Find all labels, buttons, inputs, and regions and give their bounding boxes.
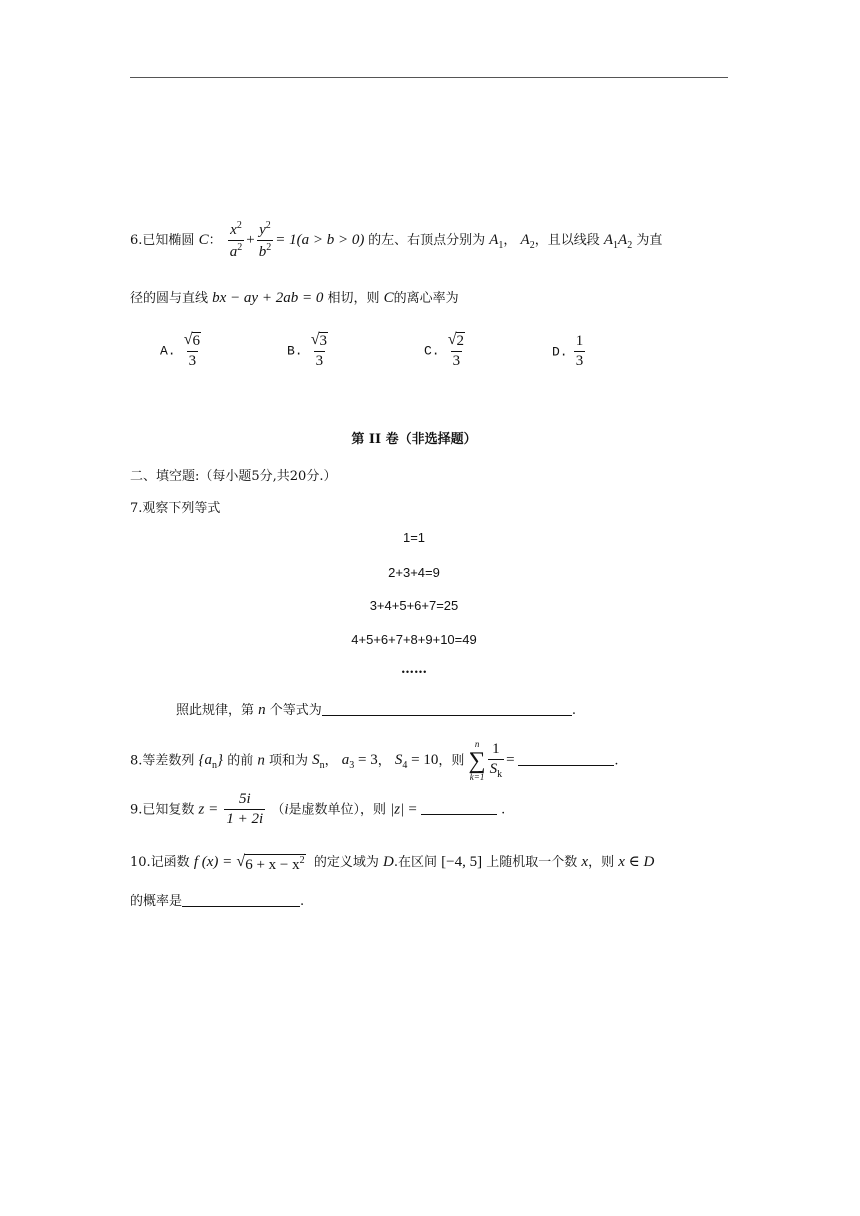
question-8: 8.等差数列 $\{a_n\}$ 的前 n 项和为 $S_n$， $a_3 = 3$， $S_4 = 10$，则 n ∑ k=1 $\frac{1}{S_k}$ = . bbox=[130, 739, 619, 782]
section-title: 第 II 卷（非选择题） bbox=[351, 432, 477, 447]
question-text: 的离心率为 bbox=[393, 291, 459, 306]
membership: x ∈ D bbox=[618, 854, 655, 870]
question-6-line2: 径的圆与直线 bx − ay + 2ab = 0 相切，则 C的离心率为 bbox=[130, 290, 459, 306]
numerator: 5i bbox=[238, 791, 251, 807]
var-S: S bbox=[489, 760, 498, 777]
equals: = bbox=[506, 752, 515, 769]
question-text: .在区间 bbox=[393, 855, 438, 870]
question-text: 照此规律，第 bbox=[176, 703, 255, 718]
question-text: 相切，则 bbox=[327, 291, 380, 306]
var-x: x bbox=[230, 222, 237, 238]
question-text: ，则 bbox=[438, 753, 465, 769]
sequence bbox=[198, 752, 224, 772]
var-b: b bbox=[258, 243, 267, 260]
summation: n ∑ k=1 $\frac{1}{S_k}$ = bbox=[468, 739, 515, 782]
radicand: 6 + x − x bbox=[245, 857, 300, 873]
radicand: 2 bbox=[456, 333, 465, 349]
question-text: 径的圆与直线 bbox=[130, 291, 209, 306]
answer-blank[interactable] bbox=[322, 703, 572, 716]
subscript: 3 bbox=[349, 760, 355, 772]
question-6-line1 bbox=[130, 221, 662, 261]
equation-row: 1=1 bbox=[402, 530, 426, 545]
question-text: ，则 bbox=[588, 855, 615, 870]
question-text: 的左、右顶点分别为 bbox=[368, 233, 486, 249]
answer-blank[interactable] bbox=[421, 802, 497, 815]
option-letter: D. bbox=[552, 344, 568, 360]
subscript: 4 bbox=[402, 760, 408, 772]
equation-row: 2+3+4=9 bbox=[388, 565, 440, 580]
punct: ： bbox=[208, 233, 222, 249]
question-text: 是虚数单位），则 bbox=[288, 802, 387, 818]
radicand: 3 bbox=[319, 333, 328, 349]
var-A: A bbox=[489, 232, 499, 249]
line-equation: bx − ay + 2ab = 0 bbox=[212, 290, 324, 306]
value: = 3 bbox=[358, 752, 378, 769]
question-10-line1 bbox=[130, 851, 654, 874]
var-x: x bbox=[581, 854, 589, 870]
ellipse-equation: $\frac{x^2}{a^2}$ + $\frac{y^2}{b^2}$ = 1(a > b > 0) bbox=[229, 220, 365, 260]
denominator: 3 bbox=[575, 352, 584, 369]
option-fraction bbox=[574, 334, 586, 370]
var-D: D bbox=[383, 854, 394, 870]
question-text: 的定义域为 bbox=[313, 855, 379, 870]
option-letter: A. bbox=[160, 343, 176, 359]
question-text: 已知椭圆 bbox=[142, 233, 195, 249]
numerator: 1 bbox=[575, 333, 584, 349]
question-9 bbox=[130, 792, 505, 828]
function-f: f (x) = bbox=[193, 854, 233, 870]
sum-lower: k=1 bbox=[469, 772, 485, 782]
option-fraction: √ 6 3 bbox=[183, 331, 201, 370]
punct: . bbox=[614, 753, 619, 769]
var-n: n bbox=[258, 702, 266, 718]
question-7-prompt bbox=[176, 699, 576, 719]
question-10-line2 bbox=[130, 890, 304, 909]
option-letter: C. bbox=[424, 343, 440, 359]
numerator: 1 bbox=[492, 740, 500, 757]
sqrt-expression: √ $6 + x - x^2$ bbox=[236, 853, 305, 873]
option-d bbox=[552, 334, 587, 370]
ellipsis: …… bbox=[401, 662, 427, 677]
seq-close: } bbox=[217, 752, 224, 769]
var-A: A bbox=[520, 232, 530, 249]
option-b bbox=[287, 332, 332, 370]
var-S: S bbox=[394, 752, 403, 769]
question-text: 10.记函数 bbox=[130, 855, 190, 870]
punct: . bbox=[501, 802, 506, 818]
exponent: 2 bbox=[299, 855, 305, 866]
option-a bbox=[160, 332, 205, 370]
var-y: y bbox=[259, 222, 266, 238]
abs-z: |z| bbox=[390, 801, 405, 818]
value: = 10 bbox=[411, 752, 439, 769]
option-c bbox=[424, 332, 469, 370]
punct: . bbox=[300, 894, 305, 909]
question-7-text: 7.观察下列等式 bbox=[130, 501, 221, 516]
question-number: 6. bbox=[130, 233, 143, 249]
answer-blank[interactable] bbox=[518, 753, 614, 766]
option-fraction: √ 2 3 bbox=[447, 331, 465, 370]
question-text: 9.已知复数 bbox=[130, 802, 195, 818]
subscript: n bbox=[319, 760, 325, 772]
answer-blank[interactable] bbox=[182, 894, 300, 907]
var-a: a bbox=[229, 243, 238, 260]
eq-condition: = 1(a > b > 0) bbox=[275, 232, 365, 249]
radicand: 6 bbox=[192, 333, 201, 349]
question-text: 上随机取一个数 bbox=[486, 855, 578, 870]
equals: = bbox=[408, 801, 417, 818]
denominator: 1 + 2i bbox=[226, 810, 264, 827]
option-fraction: √ 3 3 bbox=[310, 331, 328, 370]
subscript: k bbox=[497, 768, 503, 780]
sum-upper: n bbox=[474, 739, 480, 749]
subscript: n bbox=[212, 760, 218, 772]
question-text: 为直 bbox=[636, 233, 663, 249]
var-z: z = bbox=[198, 801, 219, 818]
equation-row: 3+4+5+6+7=25 bbox=[369, 598, 459, 613]
segment-a1a2: $A_1A_2$ bbox=[603, 232, 633, 252]
var-i: i bbox=[284, 801, 289, 818]
question-text: 的前 bbox=[227, 753, 254, 769]
section-heading: 二、填空题:（每小题5分,共20分.） bbox=[130, 469, 337, 484]
var-S: S bbox=[312, 752, 320, 769]
var-n: n bbox=[257, 752, 265, 769]
punct: ， bbox=[503, 233, 517, 249]
math-var: C bbox=[198, 232, 209, 249]
question-text: 个等式为 bbox=[269, 703, 322, 718]
seq-open: {a bbox=[198, 752, 213, 769]
equation-row: 4+5+6+7+8+9+10=49 bbox=[351, 632, 477, 647]
denominator: 3 bbox=[188, 353, 197, 370]
question-text: ，且以线段 bbox=[534, 233, 600, 249]
denominator: 3 bbox=[315, 353, 324, 370]
option-letter: B. bbox=[287, 343, 303, 359]
denominator: 3 bbox=[452, 353, 461, 370]
question-text: 8.等差数列 bbox=[130, 753, 195, 769]
question-text: （ bbox=[271, 802, 285, 818]
punct: . bbox=[571, 703, 576, 718]
question-text: 的概率是 bbox=[130, 894, 183, 909]
header-rule bbox=[130, 77, 728, 78]
vertex-a2: $A_2$ bbox=[520, 232, 535, 252]
var-a: a bbox=[341, 752, 350, 769]
question-text: 项和为 bbox=[268, 753, 308, 769]
vertex-a1: $A_1$ bbox=[489, 232, 504, 252]
interval: [−4, 5] bbox=[441, 854, 483, 870]
